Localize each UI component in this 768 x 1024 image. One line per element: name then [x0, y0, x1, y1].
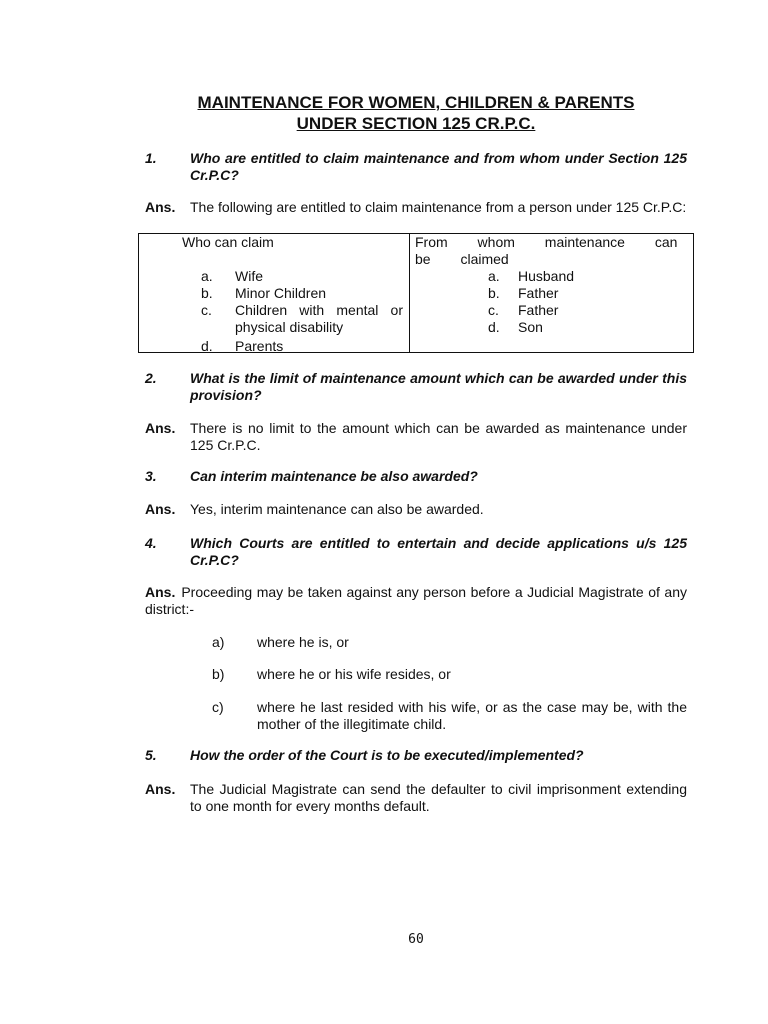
district-label: b) [212, 666, 225, 682]
right-item-text: Father [518, 285, 559, 301]
district-text: where he last resided with his wife, or as the case may be, with the mother of the illegitimate child. [257, 699, 687, 732]
answer-4 [145, 584, 687, 618]
answer-5: The Judicial Magistrate can send the defaulter to civil imprisonment extending to one month for every months default. [190, 781, 687, 814]
right-item-text: Son [518, 319, 543, 335]
right-item-letter: d. [488, 319, 500, 335]
answer-1: The following are entitled to claim maintenance from a person under 125 Cr.P.C: [190, 199, 687, 215]
question-number-2: 2. [145, 370, 157, 386]
page-title-line-1: MAINTENANCE FOR WOMEN, CHILDREN & PARENTS [197, 93, 635, 112]
question-4: Which Courts are entitled to entertain and decide applications u/s 125 Cr.P.C? [190, 535, 687, 568]
answer-label-3: Ans. [145, 501, 176, 517]
right-item-letter: b. [488, 285, 500, 301]
district-text: where he is, or [257, 634, 349, 650]
left-item-text: Minor Children [235, 285, 327, 301]
answer-3: Yes, interim maintenance can also be awarded. [190, 501, 484, 517]
question-5: How the order of the Court is to be executed/implemented? [190, 747, 584, 763]
answer-label-2: Ans. [145, 420, 176, 436]
answer-2: There is no limit to the amount which can be awarded as maintenance under 125 Cr.P.C. [190, 420, 687, 453]
answer-label-1: Ans. [145, 199, 176, 215]
table-header-from-whom-line1 [415, 234, 687, 268]
question-number-5: 5. [145, 747, 157, 763]
left-item-text: Parents [235, 338, 284, 354]
left-item-letter: a. [201, 268, 213, 284]
question-3: Can interim maintenance be also awarded? [190, 468, 478, 484]
page-title-line-2: UNDER SECTION 125 CR.P.C. [296, 114, 536, 133]
answer-label-5: Ans. [145, 781, 176, 797]
left-item-letter: c. [201, 302, 212, 318]
answer-4-text: Proceeding may be taken against any person before a Judicial Magistrate of any district:- [145, 584, 687, 617]
district-label: c) [212, 699, 224, 715]
table-divider [409, 234, 410, 352]
table-header-from-whom: From whom maintenance can be claimed [415, 234, 678, 267]
question-1: Who are entitled to claim maintenance and from whom under Section 125 Cr.P.C? [190, 150, 687, 183]
table-header-who-can-claim: Who can claim [182, 234, 274, 250]
answer-label-4: Ans. [145, 584, 176, 600]
right-item-letter: a. [488, 268, 500, 284]
district-text: where he or his wife resides, or [257, 666, 451, 682]
left-item-text: Children with mental or physical disability [235, 302, 403, 335]
right-item-text: Husband [518, 268, 575, 284]
right-item-text: Father [518, 302, 559, 318]
question-number-4: 4. [145, 535, 157, 551]
question-number-1: 1. [145, 150, 157, 166]
page-number: 60 [408, 932, 424, 947]
district-label: a) [212, 634, 225, 650]
left-item-letter: b. [201, 285, 213, 301]
right-item-letter: c. [488, 302, 499, 318]
claimants-table [138, 233, 694, 353]
question-2: What is the limit of maintenance amount which can be awarded under this provision? [190, 370, 687, 403]
left-item-letter: d. [201, 338, 213, 354]
left-item-text: Wife [235, 268, 263, 284]
question-number-3: 3. [145, 468, 157, 484]
